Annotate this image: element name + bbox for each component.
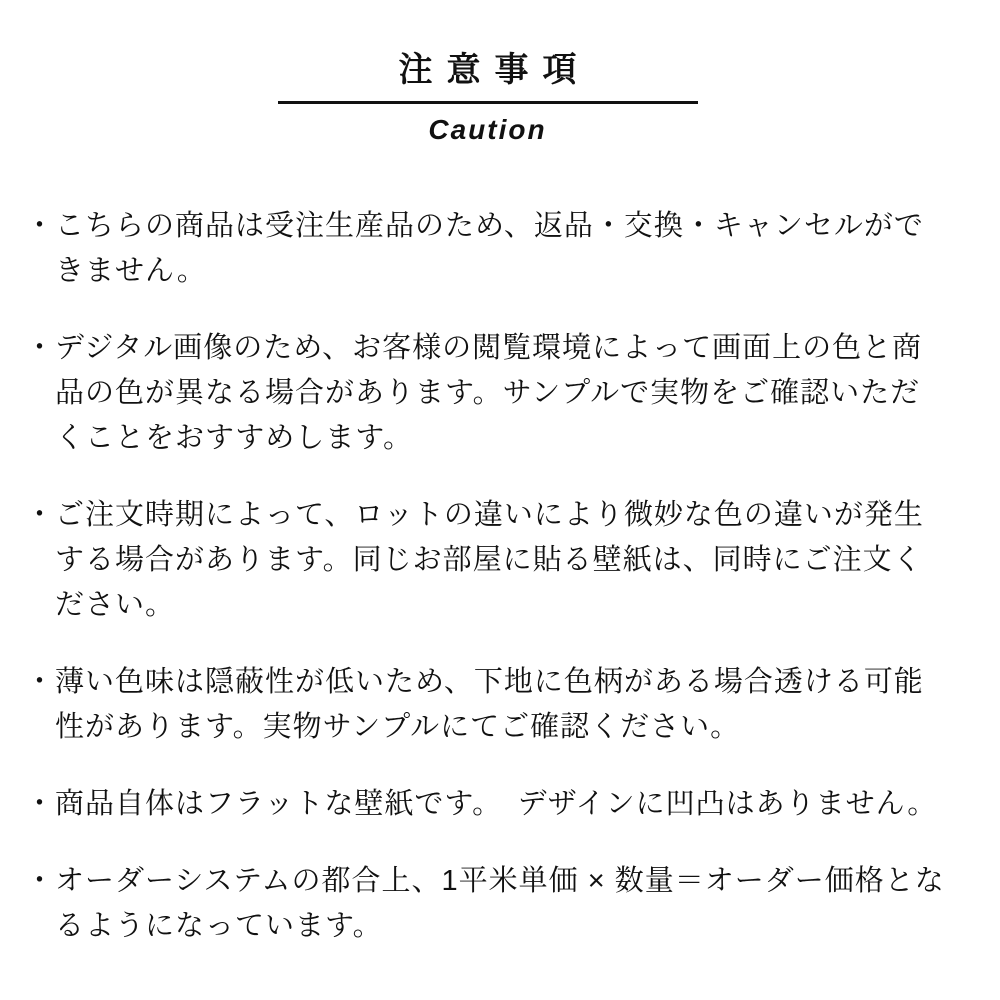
caution-header: [25, 52, 950, 147]
caution-text: オーダーシステムの都合上、1平米単価 × 数量＝オーダー価格となるようになっています。: [55, 864, 945, 942]
caution-text: 薄い色味は隠蔽性が低いため、下地に色柄がある場合透ける可能性があります。実物サンプルにてご確認ください。: [55, 665, 924, 743]
caution-text: 商品自体はフラットな壁紙です。 デザインに凹凸はありません。: [55, 787, 938, 820]
bullet-icon: ・: [25, 331, 56, 364]
bullet-icon: ・: [25, 665, 56, 698]
caution-text: こちらの商品は受注生産品のため、返品・交換・キャンセルができません。: [55, 209, 924, 287]
bullet-icon: ・: [25, 209, 56, 242]
title-divider: [278, 101, 698, 104]
caution-text: デジタル画像のため、お客様の閲覧環境によって画面上の色と商品の色が異なる場合があります。サンプルで実物をご確認いただくことをおすすめします。: [55, 331, 923, 454]
bullet-icon: ・: [25, 864, 56, 897]
caution-list: [25, 204, 950, 949]
bullet-icon: ・: [25, 498, 56, 531]
list-item: [25, 204, 950, 294]
caution-text: ご注文時期によって、ロットの違いにより微妙な色の違いが発生する場合があります。同じお部屋に貼る壁紙は、同時にご注文ください。: [55, 498, 924, 621]
list-item: [25, 660, 950, 750]
page-subtitle: Caution: [428, 114, 547, 146]
page-title: 注意事項: [398, 51, 591, 89]
list-item: [25, 326, 950, 461]
list-item: [25, 859, 950, 949]
bullet-icon: ・: [25, 787, 56, 820]
list-item: [25, 493, 950, 628]
list-item: [25, 782, 950, 827]
